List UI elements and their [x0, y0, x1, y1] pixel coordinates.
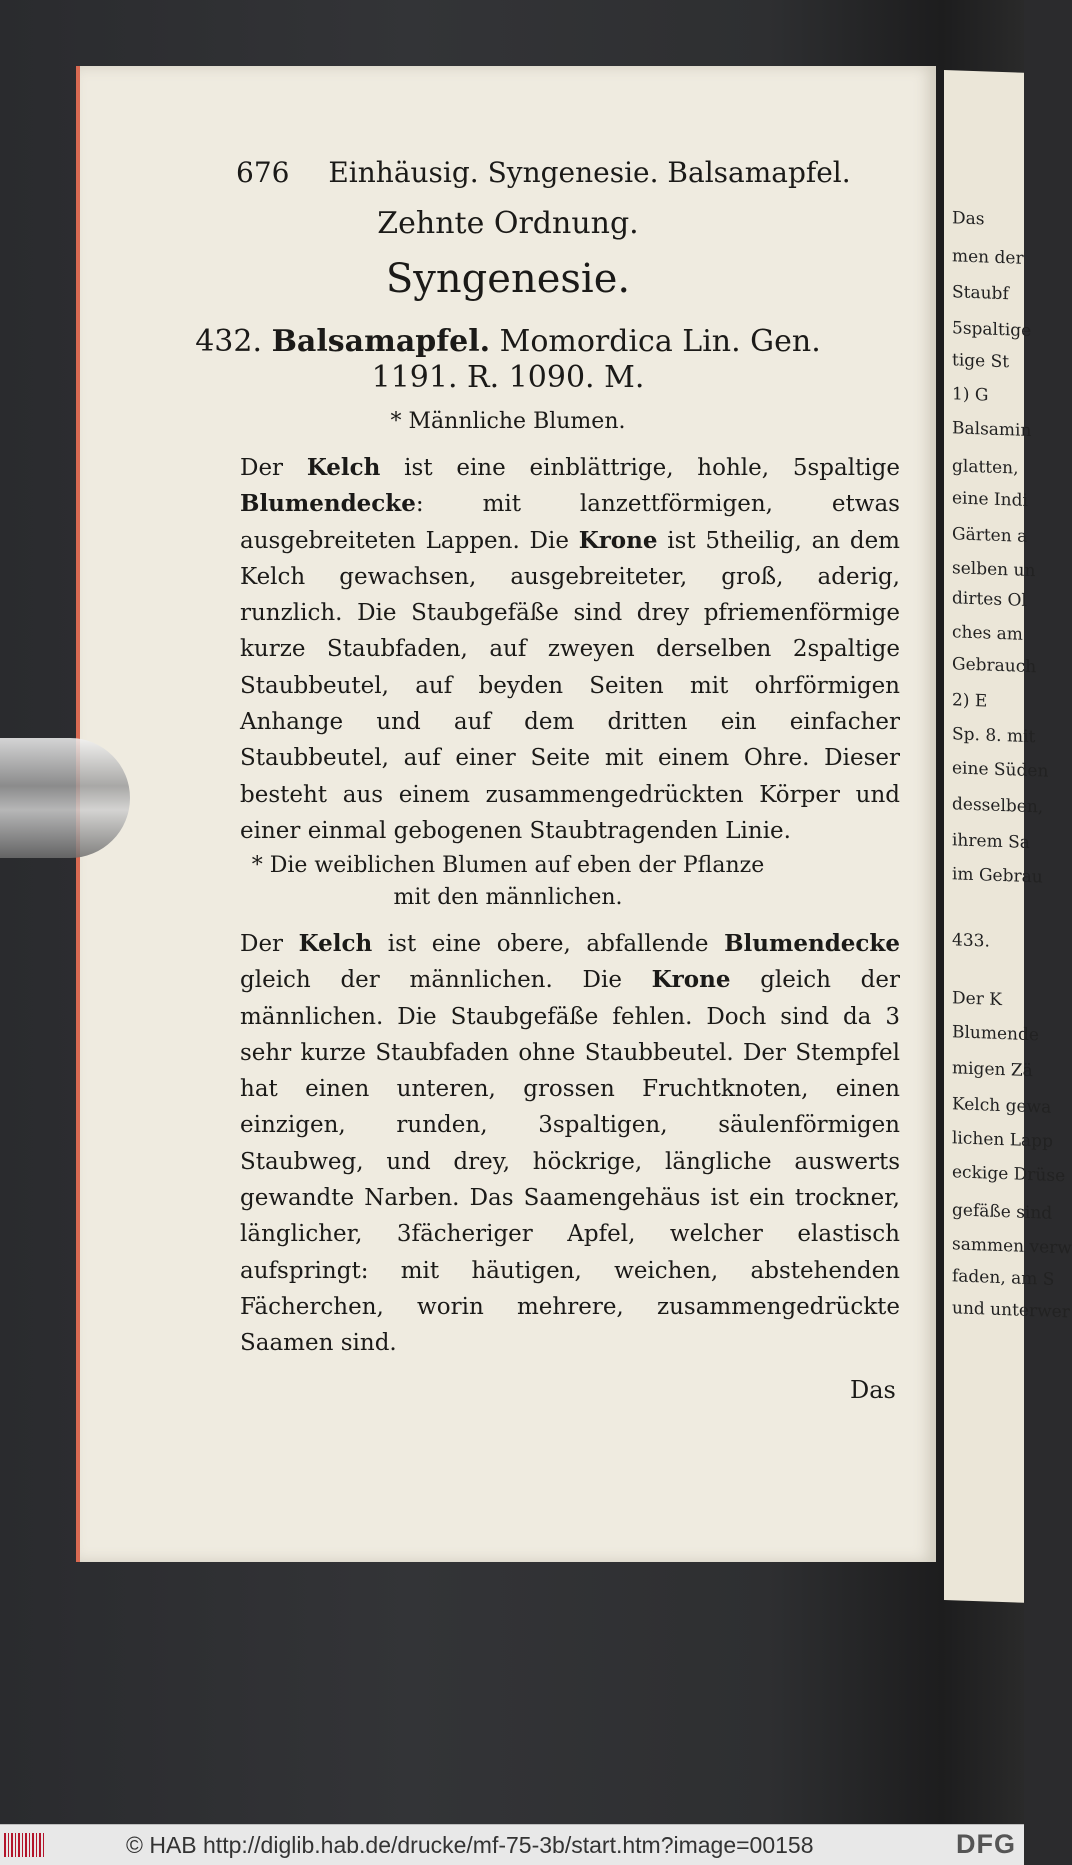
facing-page-fragment: Gebrauch — [952, 654, 1037, 678]
facing-page-fragment: faden, am S — [952, 1266, 1055, 1290]
male-flowers-heading: * Männliche Blumen. — [390, 409, 626, 434]
genus-number: 432. — [195, 324, 263, 359]
hab-barcode-logo — [4, 1833, 46, 1857]
catchword: Das — [850, 1376, 896, 1404]
genus-refs: 1191. R. 1090. M. — [371, 360, 645, 395]
facing-page-fragment: im Gebrau — [952, 864, 1043, 888]
facing-page-fragment: eine Indi — [952, 488, 1028, 511]
facing-page-fragment: dirtes Ol — [952, 588, 1027, 611]
genus-heading — [80, 324, 936, 396]
facing-page-fragment: 433. — [952, 930, 990, 952]
female-flowers-heading: * Die weiblichen Blumen auf eben der Pflanze mit den männlichen. — [251, 853, 765, 910]
facing-page-fragment: desselben, — [952, 794, 1044, 818]
genus-name: Balsamapfel. — [271, 324, 491, 359]
book-page — [76, 66, 936, 1562]
dfg-logo: DFG — [956, 1829, 1016, 1859]
facing-page-fragment: 1) G — [952, 384, 989, 406]
facing-page-fragment: eckige Drüse — [952, 1162, 1066, 1187]
facing-page-fragment: glatten, — [952, 456, 1019, 479]
female-flowers-paragraph: Der Kelch ist eine obere, abfallende Blumendecke gleich der männlichen. Die Krone gleich der männlichen. Die Staubgefäße fehlen. Doch sind da 3 sehr kurze Staubfaden ohne Staubbeutel. Der Stempfel hat einen unteren, grossen Fruchtknoten, einen einzigen, runden, 3spaltigen, säulenförmigen Staubweg, und drey, höckrige, längliche auswerts gewandte Narben. Das Saamengehäus ist ein trockner, länglicher, 3fächeriger Apfel, welcher elastisch aufspringt: mit häutigen, weichen, abstehenden Fächerchen, worin mehrere, zusammengedrückte Saamen sind. — [240, 930, 900, 1357]
page-text — [80, 66, 936, 1562]
facing-page-fragment: Blumende — [952, 1022, 1039, 1046]
page-number: 676 — [236, 156, 290, 189]
facing-page-fragment: 5spaltige — [952, 318, 1032, 342]
class-heading: Syngenesie. — [385, 256, 631, 302]
facing-page-fragment: ihrem Sa — [952, 830, 1030, 853]
facing-page-fragment: eine Süden — [952, 758, 1049, 782]
page-clamp — [0, 738, 130, 858]
facing-page-fragment: tige St — [952, 350, 1010, 373]
facing-page-fragment: sammen verw — [952, 1234, 1072, 1259]
facing-page-fragment: Balsamin — [952, 418, 1032, 442]
facing-page-edge — [944, 70, 1072, 1603]
male-flowers-paragraph: Der Kelch ist eine einblättrige, hohle, 5spaltige Blumendecke: mit lanzettförmigen, etwas ausgebreiteten Lappen. Die Krone ist 5theilig, an dem Kelch gewachsen, ausgebreiteter, groß, aderig, runzlich. Die Staubgefäße sind drey pfriemenförmige kurze Staubfaden, auf zweyen derselben 2spaltige Staubbeutel, auf beyden Seiten mit ohrförmigen Anhange und auf dem dritten ein einfacher Staubbeutel, auf einer Seite mit einem Ohre. Dieser besteht aus einem zusammengedrückten Körper und einer einmal gebogenen Staubtragenden Linie. — [240, 454, 900, 844]
facing-page-fragment: lichen Lapp — [952, 1128, 1053, 1152]
genus-latin: Momordica Lin. Gen. — [499, 324, 821, 359]
facing-page-fragment: men der — [952, 246, 1024, 269]
facing-page-fragment: ches am — [952, 622, 1023, 645]
facing-page-fragment: Der K — [952, 988, 1002, 1011]
order-heading: Zehnte Ordnung. — [377, 206, 639, 241]
facing-page-fragment: Das — [952, 208, 985, 230]
facing-page-fragment: Gärten a — [952, 524, 1028, 547]
footer-bar — [0, 1824, 1024, 1865]
running-head — [236, 156, 851, 189]
facing-page-fragment: gefäße sind — [952, 1200, 1053, 1224]
facing-page-fragment: und unterwer — [952, 1298, 1070, 1323]
facing-page-fragment: 2) E — [952, 690, 988, 712]
facing-page-fragment: selben un — [952, 558, 1036, 582]
facing-page-fragment: Staubf — [952, 282, 1009, 305]
copyright-url: © HAB http://diglib.hab.de/drucke/mf-75-3b/start.htm?image=00158 — [126, 1832, 814, 1858]
running-head-title: Einhäusig. Syngenesie. Balsamapfel. — [328, 156, 851, 189]
facing-page-fragment: Kelch gewa — [952, 1094, 1052, 1118]
facing-page-fragment: migen Zä — [952, 1058, 1033, 1082]
facing-page-fragment: Sp. 8. mit — [952, 724, 1036, 748]
